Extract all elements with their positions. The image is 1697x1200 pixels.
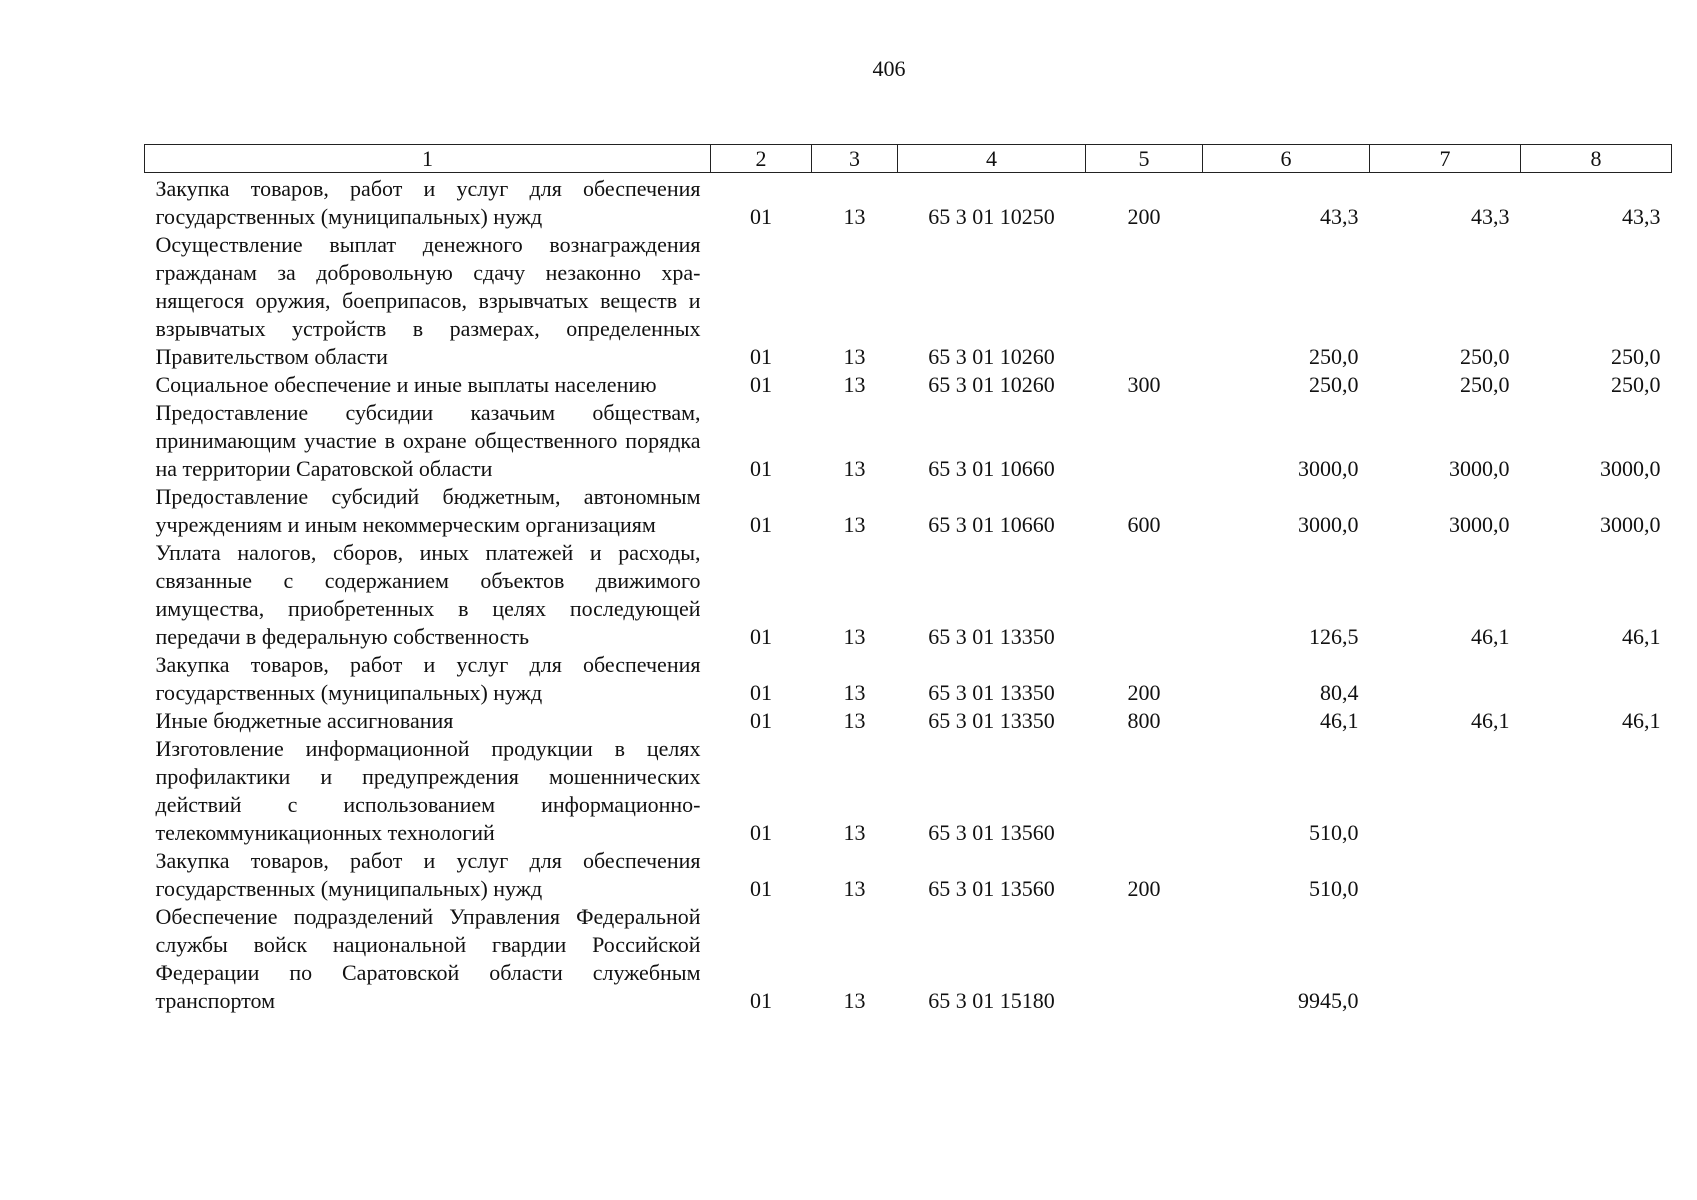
target-article-code: 65 3 01 10660 (928, 512, 1055, 537)
section-code: 01 (750, 876, 772, 901)
table-row (145, 483, 1672, 539)
header-row (145, 145, 1672, 173)
section-code: 01 (750, 680, 772, 705)
target-article-code: 65 3 01 13560 (928, 820, 1055, 845)
column-header-8: 8 (1521, 145, 1672, 173)
section-code: 01 (750, 820, 772, 845)
amount-col-7: 43,3 (1471, 204, 1510, 229)
table-row (145, 371, 1672, 399)
amount-col-6: 250,0 (1309, 344, 1359, 369)
amount-col-8 (1521, 847, 1672, 903)
amount-col-7 (1370, 735, 1521, 847)
amount-col-7: 250,0 (1460, 344, 1510, 369)
amount-col-7: 250,0 (1460, 372, 1510, 397)
amount-col-7: 3000,0 (1449, 456, 1510, 481)
expense-type-code: 800 (1127, 708, 1161, 733)
target-article-code: 65 3 01 10260 (928, 344, 1055, 369)
expense-type-code: 200 (1127, 876, 1161, 901)
subsection-code: 13 (843, 820, 866, 845)
table-row (145, 173, 1672, 232)
row-description: Закупка товаров, работ и услуг для обеспечения государственных (муниципальных) нужд (155, 848, 701, 901)
row-description: Осуществление выплат денежного вознаграждения гражданам за добровольную сдачу незаконно хранящегося оружия, боеприпасов, взрывчатых веществ и взрывчатых устройств в размерах, определенных Правительством области (155, 232, 701, 369)
amount-col-6: 3000,0 (1298, 456, 1359, 481)
target-article-code: 65 3 01 10260 (928, 372, 1055, 397)
expense-type-code: 200 (1127, 680, 1161, 705)
row-description: Социальное обеспечение и иные выплаты населению (155, 372, 657, 397)
subsection-code: 13 (843, 680, 866, 705)
table-row (145, 399, 1672, 483)
section-code: 01 (750, 344, 772, 369)
table-row (145, 651, 1672, 707)
column-header-3: 3 (812, 145, 898, 173)
amount-col-7: 46,1 (1471, 624, 1510, 649)
row-description: Закупка товаров, работ и услуг для обеспечения государственных (муниципальных) нужд (155, 176, 701, 229)
expense-type-code (1086, 735, 1203, 847)
amount-col-7 (1370, 847, 1521, 903)
target-article-code: 65 3 01 13350 (928, 624, 1055, 649)
amount-col-8 (1521, 735, 1672, 847)
amount-col-6: 126,5 (1309, 624, 1359, 649)
column-header-6: 6 (1203, 145, 1370, 173)
expense-type-code (1086, 231, 1203, 371)
section-code: 01 (750, 624, 772, 649)
target-article-code: 65 3 01 10250 (928, 204, 1055, 229)
target-article-code: 65 3 01 10660 (928, 456, 1055, 481)
section-code: 01 (750, 204, 772, 229)
amount-col-8: 46,1 (1622, 708, 1661, 733)
amount-col-8 (1521, 651, 1672, 707)
section-code: 01 (750, 372, 772, 397)
expense-type-code (1086, 399, 1203, 483)
target-article-code: 65 3 01 13350 (928, 708, 1055, 733)
amount-col-6: 9945,0 (1298, 988, 1359, 1013)
subsection-code: 13 (843, 512, 866, 537)
row-description: Закупка товаров, работ и услуг для обеспечения государственных (муниципальных) нужд (155, 652, 701, 705)
table-row (145, 735, 1672, 847)
amount-col-8: 46,1 (1622, 624, 1661, 649)
table-row (145, 231, 1672, 371)
amount-col-7: 46,1 (1471, 708, 1510, 733)
amount-col-8: 3000,0 (1600, 456, 1661, 481)
column-header-4: 4 (898, 145, 1086, 173)
amount-col-7: 3000,0 (1449, 512, 1510, 537)
row-description: Уплата налогов, сборов, иных платежей и расходы, связанные с содержанием объектов движимого имущества, приобретенных в целях последующей передачи в федеральную собственность (155, 540, 701, 649)
table-body (145, 173, 1672, 1016)
table-row (145, 539, 1672, 651)
section-code: 01 (750, 988, 772, 1013)
target-article-code: 65 3 01 13350 (928, 680, 1055, 705)
expense-type-code: 600 (1127, 512, 1161, 537)
column-header-2: 2 (711, 145, 812, 173)
amount-col-6: 510,0 (1309, 820, 1359, 845)
subsection-code: 13 (843, 456, 866, 481)
subsection-code: 13 (843, 372, 866, 397)
column-header-5: 5 (1086, 145, 1203, 173)
subsection-code: 13 (843, 204, 866, 229)
amount-col-6: 46,1 (1320, 708, 1359, 733)
subsection-code: 13 (843, 344, 866, 369)
table-header (145, 145, 1672, 173)
amount-col-6: 250,0 (1309, 372, 1359, 397)
column-header-1: 1 (145, 145, 711, 173)
expense-type-code: 200 (1127, 204, 1161, 229)
expense-type-code (1086, 539, 1203, 651)
subsection-code: 13 (843, 708, 866, 733)
table-row (145, 903, 1672, 1015)
row-description: Предоставление субсидии казачьим обществам, принимающим участие в охране общественного порядка на территории Саратовской области (155, 400, 701, 481)
amount-col-6: 43,3 (1320, 204, 1359, 229)
subsection-code: 13 (843, 988, 866, 1013)
amount-col-8: 250,0 (1611, 372, 1661, 397)
amount-col-8: 3000,0 (1600, 512, 1661, 537)
budget-table (144, 144, 1672, 1015)
amount-col-8: 43,3 (1622, 204, 1661, 229)
section-code: 01 (750, 456, 772, 481)
column-header-7: 7 (1370, 145, 1521, 173)
amount-col-6: 3000,0 (1298, 512, 1359, 537)
target-article-code: 65 3 01 15180 (928, 988, 1055, 1013)
amount-col-8 (1521, 903, 1672, 1015)
expense-type-code (1086, 903, 1203, 1015)
expense-type-code: 300 (1127, 372, 1161, 397)
section-code: 01 (750, 512, 772, 537)
table-row (145, 847, 1672, 903)
amount-col-8: 250,0 (1611, 344, 1661, 369)
target-article-code: 65 3 01 13560 (928, 876, 1055, 901)
page-number: 406 (872, 56, 906, 81)
row-description: Иные бюджетные ассигнования (155, 708, 454, 733)
subsection-code: 13 (843, 876, 866, 901)
amount-col-7 (1370, 903, 1521, 1015)
section-code: 01 (750, 708, 772, 733)
amount-col-6: 80,4 (1320, 680, 1359, 705)
row-description: Изготовление информационной продукции в целях профилактики и предупреждения мошеннических действий с использованием информационно-телекоммуникационных технологий (155, 736, 701, 845)
row-description: Обеспечение подразделений Управления Федеральной службы войск национальной гвардии Российской Федерации по Саратовской области служебным транспортом (155, 904, 701, 1013)
amount-col-7 (1370, 651, 1521, 707)
amount-col-6: 510,0 (1309, 876, 1359, 901)
subsection-code: 13 (843, 624, 866, 649)
table-row (145, 707, 1672, 735)
row-description: Предоставление субсидий бюджетным, автономным учреждениям и иным некоммерческим организациям (155, 484, 701, 537)
